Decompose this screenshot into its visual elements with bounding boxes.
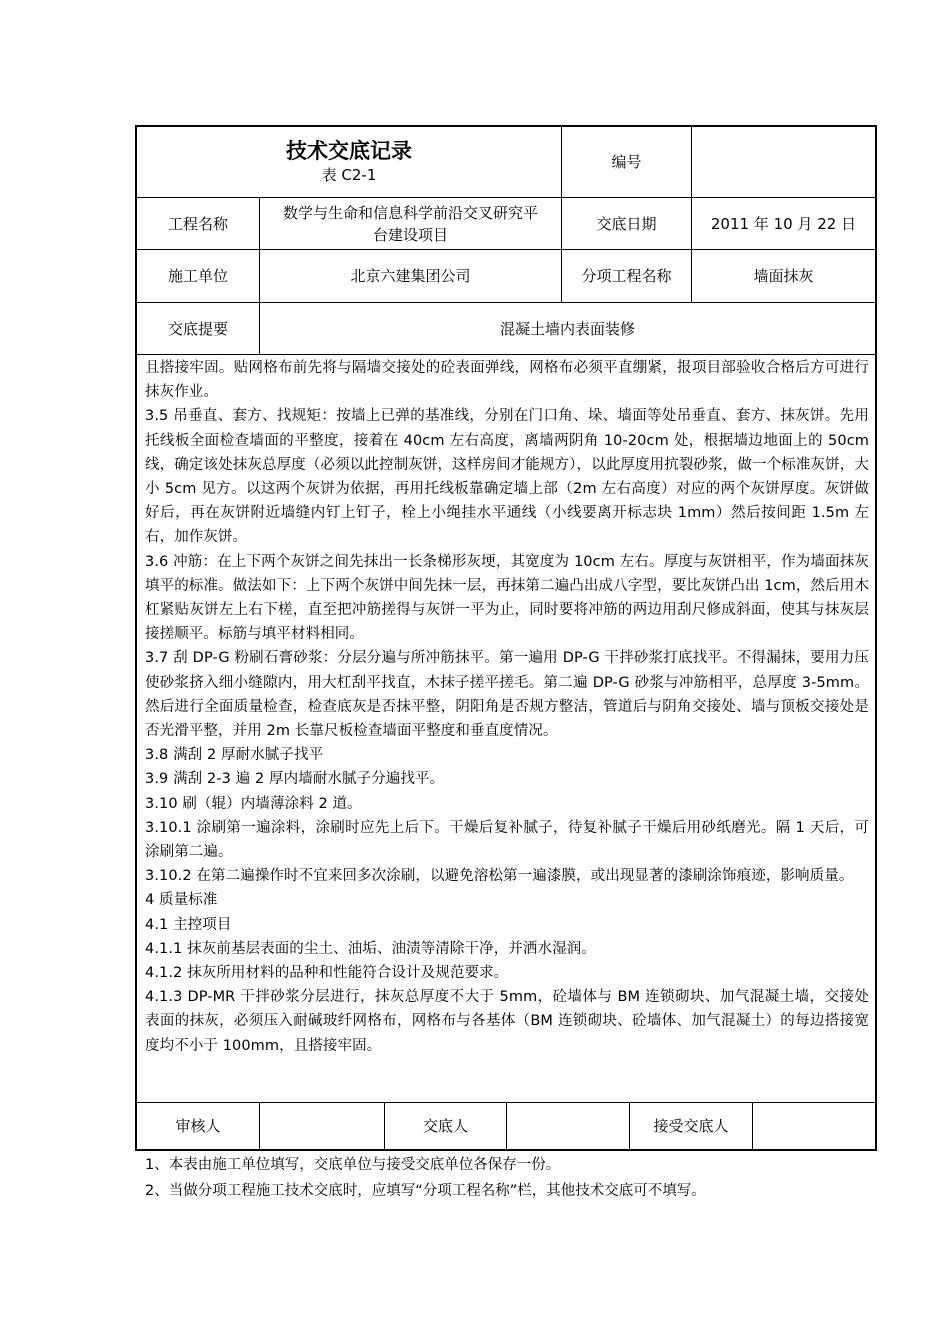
content-paragraph: 3.7 刮 DP-G 粉刷石膏砂浆：分层分遍与所冲筋抹平。第一遍用 DP-G 干拌砂浆打底找平。不得漏抹，要用力压使砂浆挤入细小缝隙内，用大杠刮平找直，木抹子搓平搓毛。第二遍 DP-G 砂浆与冲筋相平，总厚度 3-5mm。然后进行全面质量检查，检查底灰是否抹平整，阴阳角是否规方整洁，管道后与阴角交接处、墙与顶板交接处是否光滑平整，并用 2m 长靠尺板检查墙面平整度和垂直度情况。 <box>145 650 869 740</box>
content-paragraph: 3.10.1 涂刷第一遍涂料，涂刷时应先上后下。干燥后复补腻子，待复补腻子干燥后用砂纸磨光。隔 1 天后，可涂刷第二遍。 <box>145 819 869 861</box>
code-label: 编号 <box>611 153 642 171</box>
reviewer-value[interactable] <box>260 1103 384 1149</box>
content-paragraph: 4 质量标准 <box>145 892 218 909</box>
form-title-block <box>137 127 561 197</box>
footnote: 1、本表由施工单位填写，交底单位与接受交底单位各保存一份。 <box>145 1157 561 1173</box>
summary-value: 混凝土墙内表面装修 <box>499 319 635 338</box>
reviewer-label: 审核人 <box>175 1117 221 1135</box>
row-divider <box>137 354 875 355</box>
content-paragraph: 4.1.3 DP-MR 干拌砂浆分层进行，抹灰总厚度不大于 5mm，砼墙体与 BM 连锁砌块、加气混凝土墙，交接处表面的抹灰，必须压入耐碱玻纤网格布，网格布与各基体（BM 连锁砌块、砼墙体、加气混凝土）的每边搭接宽度均不小于 100mm，且搭接牢固。 <box>145 989 869 1054</box>
disclosure-content <box>145 356 869 1058</box>
content-paragraph: 3.5 吊垂直、套方、找规矩：按墙上已弹的基准线，分别在门口角、垛、墙面等处吊垂直、套方、抹灰饼。先用托线板全面检查墙面的平整度，接着在 40cm 左右高度，离墙两阴角 10-20cm 处，根据墙边地面上的 50cm 线，确定该处抹灰总厚度（必须以此控制灰饼，这样房间才能规方），以此厚度用抗裂砂浆，做一个标准灰饼，大小 5cm 见方。以这两个灰饼为依据，再用托线板靠确定墙上部（2m 左右高度）对应的两个灰饼厚度。灰饼做好后，再在灰饼附近墙缝内钉上钉子，栓上小绳挂水平通线（小线要离开标志块 1mm）然后按间距 1.5m 左右，加作灰饼。 <box>145 408 869 546</box>
disclosure-form <box>135 125 877 1151</box>
subproject-value: 墙面抹灰 <box>753 267 814 285</box>
form-number: 表 C2-1 <box>321 166 377 184</box>
date-label: 交底日期 <box>596 214 657 233</box>
footnote: 2、当做分项工程施工技术交底时，应填写“分项工程名称”栏，其他技术交底可不填写。 <box>145 1183 706 1199</box>
date-value: 2011 年 10 月 22 日 <box>710 214 857 233</box>
discloser-label: 交底人 <box>422 1117 468 1135</box>
code-value[interactable] <box>692 127 875 197</box>
content-paragraph: 4.1.2 抹灰所用材料的品种和性能符合设计及规范要求。 <box>145 965 509 982</box>
unit-value: 北京六建集团公司 <box>350 267 471 285</box>
content-paragraph: 4.1 主控项目 <box>145 916 232 933</box>
content-paragraph: 且搭接牢固。贴网格布前先将与隔墙交接处的砼表面弹线，网格布必须平直绷紧，报项目部验收合格后方可进行抹灰作业。 <box>145 360 869 401</box>
receiver-value[interactable] <box>753 1103 875 1149</box>
summary-label: 交底提要 <box>167 319 228 338</box>
project-label: 工程名称 <box>167 214 228 233</box>
project-name: 数学与生命和信息科学前沿交叉研究平台建设项目 <box>282 203 538 244</box>
unit-label: 施工单位 <box>167 267 228 285</box>
content-paragraph: 3.8 满刮 2 厚耐水腻子找平 <box>145 747 324 764</box>
content-paragraph: 3.10 刷（辊）内墙薄涂料 2 道。 <box>145 795 362 812</box>
subproject-label: 分项工程名称 <box>581 267 672 285</box>
form-title: 技术交底记录 <box>286 139 412 163</box>
content-paragraph: 3.9 满刮 2-3 遍 2 厚内墙耐水腻子分遍找平。 <box>145 771 445 788</box>
content-paragraph: 3.10.2 在第二遍操作时不宜来回多次涂刷，以避免溶松第一遍漆膜，或出现显著的漆刷涂饰痕迹，影响质量。 <box>145 868 854 885</box>
content-paragraph: 3.6 冲筋：在上下两个灰饼之间先抹出一长条梯形灰埂，其宽度为 10cm 左右。厚度与灰饼相平，作为墙面抹灰填平的标准。做法如下：上下两个灰饼中间先抹一层，再抹第二遍凸出成八字型，要比灰饼凸出 1cm，然后用木杠紧贴灰饼左上右下槎，直至把冲筋搓得与灰饼一平为止，同时要将冲筋的两边用刮尺修成斜面，使其与抹灰层接搓顺平。标筋与填平材料相同。 <box>145 553 869 643</box>
discloser-value[interactable] <box>507 1103 629 1149</box>
receiver-label: 接受交底人 <box>653 1117 729 1135</box>
content-paragraph: 4.1.1 抹灰前基层表面的尘土、油垢、油渍等清除干净，并洒水湿润。 <box>145 940 596 957</box>
